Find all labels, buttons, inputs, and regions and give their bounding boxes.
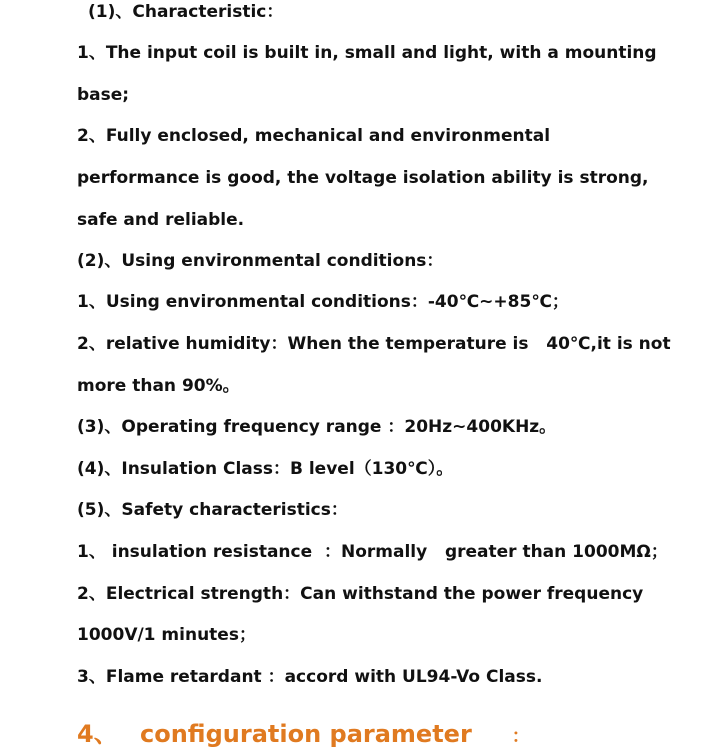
section-1-title: (1)、Characteristic： xyxy=(88,2,284,22)
characteristic-item-2-line-3: safe and reliable. xyxy=(77,210,245,230)
safety-item-2-line-1: 2、Electrical strength：Can withstand the power frequency xyxy=(77,584,644,604)
environment-item-1: 1、Using environmental conditions：-40℃~+85℃； xyxy=(77,292,569,312)
safety-item-1: 1、 insulation resistance ：Normally greater than 1000MΩ； xyxy=(77,542,668,562)
section-5-title: (5)、Safety characteristics： xyxy=(77,500,348,520)
characteristic-item-2-line-2: performance is good, the voltage isolation ability is strong, xyxy=(77,168,649,188)
configuration-parameter-heading xyxy=(77,718,530,753)
characteristic-item-2-line-1: 2、Fully enclosed, mechanical and environmental xyxy=(77,126,551,146)
environment-item-2-line-1: 2、relative humidity：When the temperature is 40℃,it is not xyxy=(77,334,671,354)
environment-item-2-line-2: more than 90%。 xyxy=(77,376,240,396)
section-4-insulation-class: (4)、Insulation Class：B level（130℃）。 xyxy=(77,459,454,479)
safety-item-2-line-2: 1000V/1 minutes； xyxy=(77,625,256,645)
safety-item-3: 3、Flame retardant ：accord with UL94-Vo Class. xyxy=(77,667,543,687)
heading-number: 4、 xyxy=(77,720,118,748)
section-3-frequency-range: (3)、Operating frequency range ：20Hz~400KHz。 xyxy=(77,417,557,437)
characteristic-item-1-line-1: 1、The input coil is built in, small and light, with a mounting xyxy=(77,43,657,63)
section-2-title: (2)、Using environmental conditions： xyxy=(77,251,444,271)
characteristic-item-1-line-2: base; xyxy=(77,85,130,105)
heading-text: configuration parameter xyxy=(140,720,472,748)
heading-colon: ： xyxy=(511,726,530,747)
